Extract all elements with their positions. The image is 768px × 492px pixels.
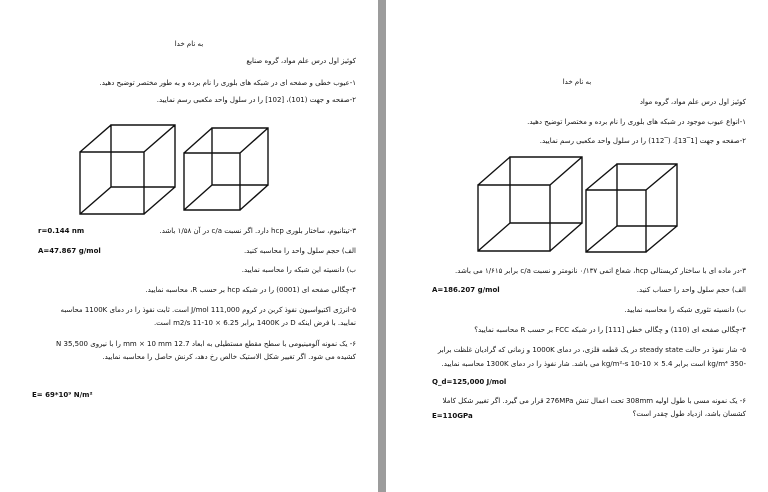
question-3-part-b: ب) دانسیته تئوری شبکه را محاسبه نمایید. (624, 306, 746, 314)
bismillah-heading: به نام خدا (174, 40, 204, 48)
atomic-weight-value: A=186.207 g/mol (432, 286, 500, 294)
question-5-line-2: -350 kg/m⁴ است برابر kg/m²-s 10-10 × 5.4 می باشد. شار نفوذ را در دمای 1300K محاسبه نمایید. (441, 360, 746, 368)
cube-diagram-1 (476, 155, 584, 253)
atomic-radius-value: r=0.144 nm (38, 227, 85, 235)
page-gutter (378, 0, 386, 492)
quiz-title: کوئیز اول درس علم مواد، گروه صنایع (246, 57, 356, 65)
question-5-line-1: ۵-انرژی اکتیواسیون نفوذ کربن در کروم 111,000 J/mol است. ثابت نفوذ را در دمای 1100K محاسبه (60, 306, 356, 314)
elastic-modulus-value: E=110GPa (432, 412, 473, 420)
question-3-part-b: ب) دانسیته این شبکه را محاسبه نمایید. (241, 266, 356, 274)
quiz-title: کوئیز اول درس علم مواد، گروه مواد (639, 98, 746, 106)
question-1: ۱-انواع عیوب موجود در شبکه های بلوری را نام برده و مختصرا توضیح دهید. (527, 118, 746, 126)
question-1: ۱-عیوب خطی و صفحه ای در شبکه های بلوری را نام برده و به طور مختصر توضیح دهید. (99, 79, 356, 87)
question-3: ۳-تیتانیوم، ساختار بلوری hcp دارد. اگر نسبت c/a در آن ۱/۵۸ باشد. (159, 227, 356, 235)
question-6-line-2: کشسان باشد، ازدیاد طول چقدر است؟ (632, 410, 746, 418)
question-2: ۲-صفحه و جهت [1‾13]، (‾112) را در سلول واحد مکعبی رسم نمایید. (539, 137, 746, 145)
cube-diagram-2 (584, 162, 680, 254)
question-6-line-1: ۶- یک نمونه آلومینیومی با سطح مقطع مستطیلی به ابعاد 12.7 mm × 10 mm را با نیروی 35,500 N (56, 340, 356, 348)
question-6-line-1: ۶- یک نمونه مسی با طول اولیه 308mm تحت اعمال تنش 276MPa قرار می گیرد. اگر تغییر شکل کاملا (442, 397, 746, 405)
question-5-line-1: ۵- شار نفوذ در حالت steady state در یک قطعه فلزی، در دمای 1000K و زمانی که گرادیان غلظت برابر (437, 346, 746, 354)
cube-diagram-1 (78, 123, 178, 215)
atomic-weight-value: A=47.867 g/mol (38, 247, 101, 255)
elastic-modulus-value: E= 69*10⁹ N/m² (32, 391, 93, 399)
quiz-page-right (386, 0, 768, 492)
question-3-part-a: الف) حجم سلول واحد را محاسبه کنید. (243, 247, 356, 255)
question-3-part-a: الف) حجم سلول واحد را حساب کنید. (636, 286, 746, 294)
question-4: ۴-چگالی صفحه ای (0001) را در شبکه hcp بر حسب R، محاسبه نمایید. (145, 286, 356, 294)
question-3: ۳-در ماده ای با ساختار کریستالی hcp، شعاع اتمی ۰/۱۳۷ نانومتر و نسبت c/a برابر ۱/۶۱۵ می باشد. (455, 267, 746, 275)
question-4: ۴-چگالی صفحه ای (110) و چگالی خطی [111] را در شبکه FCC بر حسب R محاسبه نمایید؟ (474, 326, 746, 334)
bismillah-heading: به نام خدا (562, 78, 592, 86)
question-2: ۲-صفحه و جهت (101)، [102] را در سلول واحد مکعبی رسم نمایید. (156, 96, 356, 104)
cube-diagram-2 (182, 126, 272, 212)
question-6-line-2: کشیده می شود. اگر تغییر شکل الاستیک خالص رخ دهد، کرنش حاصل را محاسبه نمایید. (102, 353, 356, 361)
activation-energy-value: Q_d=125,000 J/mol (432, 378, 507, 386)
question-5-line-2: نمایید. با فرض اینکه D در 1400K برابر m2/s 11-10 × 6.25 است. (153, 319, 356, 327)
quiz-page-left (0, 0, 378, 492)
